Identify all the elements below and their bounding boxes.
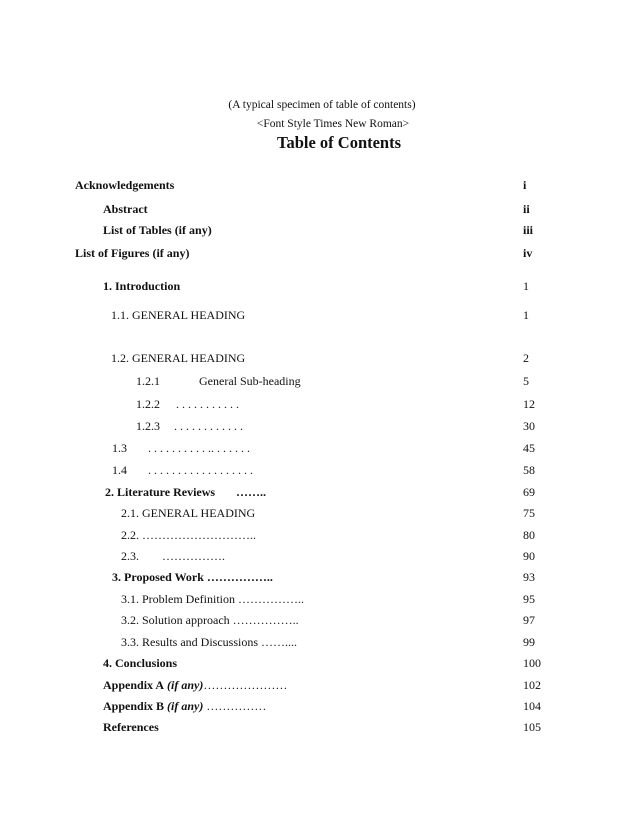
- toc-page-number: 45: [523, 441, 535, 455]
- toc-label-group: [103, 677, 287, 693]
- font-style-note: <Font Style Times New Roman>: [256, 118, 410, 130]
- toc-number: 1.4: [112, 463, 127, 477]
- toc-label: Appendix A: [103, 678, 165, 692]
- toc-page-number: iii: [523, 223, 534, 237]
- toc-label: 2. Literature Reviews: [105, 485, 216, 499]
- toc-page-number: 102: [523, 678, 541, 692]
- toc-label: General Sub-heading: [199, 374, 301, 388]
- toc-dots: ……………: [203, 699, 267, 713]
- toc-label: List of Figures (if any): [75, 246, 190, 260]
- toc-label-qualifier: (if any): [167, 699, 204, 713]
- toc-label: 4. Conclusions: [103, 656, 178, 670]
- page-title: Table of Contents: [276, 133, 402, 152]
- toc-label: References: [103, 720, 159, 734]
- toc-page-number: 104: [523, 699, 541, 713]
- toc-label: 3. Proposed Work ……………..: [112, 570, 273, 584]
- toc-page-number: 97: [523, 613, 535, 627]
- toc-label: Acknowledgements: [75, 178, 175, 192]
- toc-page-number: 93: [523, 570, 535, 584]
- toc-label: 1. Introduction: [103, 279, 181, 293]
- toc-page-number: 58: [523, 463, 535, 477]
- toc-dots: …………….: [162, 549, 225, 563]
- toc-page-number: 100: [523, 656, 541, 670]
- toc-page-number: 75: [523, 506, 535, 520]
- toc-page-number: 80: [523, 528, 535, 542]
- toc-dots: …………………: [203, 678, 288, 692]
- toc-page-number: 69: [523, 485, 535, 499]
- toc-dots: . . . . . . . . . . . .: [174, 419, 243, 433]
- toc-label-qualifier: (if any): [167, 678, 204, 692]
- toc-dots: ……..: [236, 485, 266, 499]
- toc-number: 2.3.: [121, 549, 139, 563]
- toc-label: 2.2. ………………………..: [121, 528, 256, 542]
- toc-page-number: 99: [523, 635, 535, 649]
- toc-page-number: 1: [523, 279, 529, 293]
- toc-page-number: 12: [523, 397, 535, 411]
- toc-number: 1.2.3: [136, 419, 160, 433]
- toc-label: List of Tables (if any): [103, 223, 212, 237]
- toc-label: 1.2. GENERAL HEADING: [111, 351, 246, 365]
- toc-dots: . . . . . . . . . . . . . . . . . .: [148, 463, 253, 477]
- toc-label: 2.1. GENERAL HEADING: [121, 506, 256, 520]
- toc-dots: . . . . . . . . . . .: [176, 397, 239, 411]
- toc-label: Appendix B: [103, 699, 165, 713]
- toc-page-number: 95: [523, 592, 535, 606]
- toc-number: 1.2.1: [136, 374, 160, 388]
- toc-number: 1.2.2: [136, 397, 160, 411]
- toc-page-number: i: [523, 178, 527, 192]
- toc-label: Abstract: [103, 202, 148, 216]
- toc-page-number: 5: [523, 374, 529, 388]
- toc-label: 1.1. GENERAL HEADING: [111, 308, 246, 322]
- toc-number: 1.3: [112, 441, 127, 455]
- toc-page-number: 90: [523, 549, 535, 563]
- toc-page-number: 30: [523, 419, 535, 433]
- toc-page-number: ii: [523, 202, 530, 216]
- toc-page-number: 105: [523, 720, 541, 734]
- toc-label-group: [103, 698, 266, 714]
- toc-label: 3.2. Solution approach ……………..: [121, 613, 299, 627]
- toc-page-number: iv: [523, 246, 533, 260]
- specimen-note: (A typical specimen of table of contents): [228, 99, 416, 111]
- toc-label: 3.3. Results and Discussions ……....: [121, 635, 298, 649]
- toc-label: 3.1. Problem Definition ……………..: [121, 592, 304, 606]
- toc-page-number: 2: [523, 351, 529, 365]
- toc-page-number: 1: [523, 308, 529, 322]
- toc-dots: . . . . . . . . . . .. . . . . . .: [148, 441, 250, 455]
